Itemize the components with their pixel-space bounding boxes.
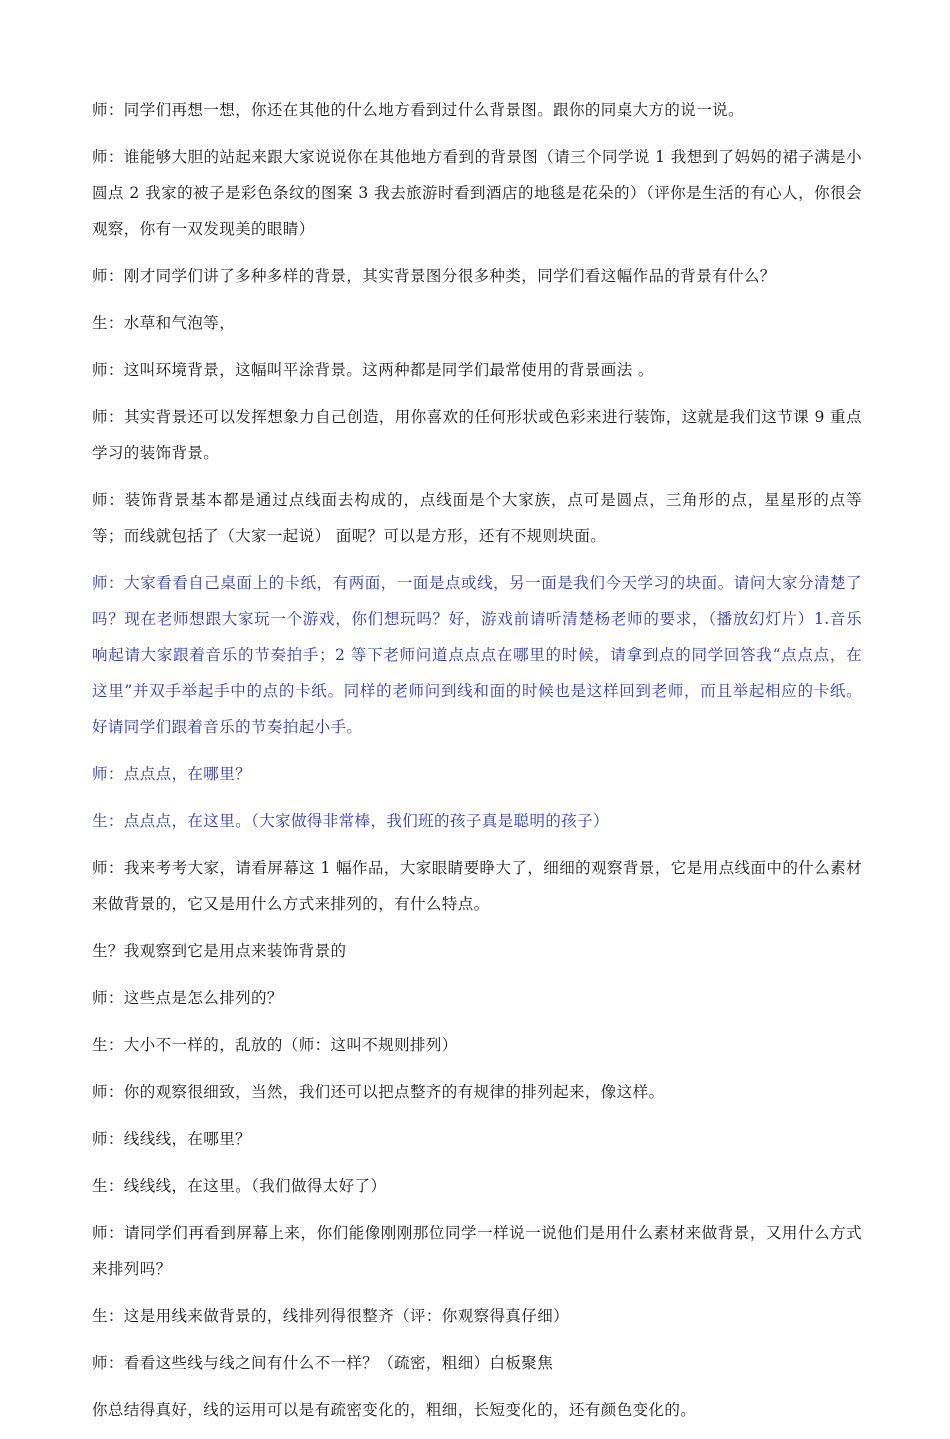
document-body: [92, 92, 862, 1439]
paragraph-9: 师：点点点，在哪里？: [92, 765, 252, 783]
paragraph-13: 师：这些点是怎么排列的？: [92, 989, 283, 1007]
paragraph-20: 师：看看这些线与线之间有什么不一样？（疏密，粗细）白板聚焦: [92, 1354, 554, 1372]
paragraph-1: 师：同学们再想一想，你还在其他的什么地方看到过什么背景图。跟你的同桌大方的说一说。: [92, 101, 744, 119]
paragraph-7: 师：装饰背景基本都是通过点线面去构成的，点线面是个大家族，点可是圆点，三角形的点，星星形的点等等；而线就包括了（大家一起说） 面呢？可以是方形，还有不规则块面。: [92, 491, 862, 545]
paragraph-10: 生：点点点，在这里。（大家做得非常棒，我们班的孩子真是聪明的孩子）: [92, 812, 609, 830]
paragraph-19: 生：这是用线来做背景的，线排列得很整齐（评：你观察得真仔细）: [92, 1307, 570, 1325]
paragraph-5: 师：这叫环境背景，这幅叫平涂背景。这两种都是同学们最常使用的背景画法 。: [92, 361, 654, 379]
paragraph-14: 生：大小不一样的，乱放的（师：这叫不规则排列）: [92, 1036, 458, 1054]
paragraph-16: 师：线线线，在哪里？: [92, 1130, 252, 1148]
paragraph-11: 师：我来考考大家，请看屏幕这 1 幅作品，大家眼睛要睁大了，细细的观察背景，它是用点线面中的什么素材来做背景的，它又是用什么方式来排列的，有什么特点。: [92, 859, 862, 913]
paragraph-8: 师：大家看看自己桌面上的卡纸，有两面，一面是点或线，另一面是我们今天学习的块面。请问大家分清楚了吗？现在老师想跟大家玩一个游戏，你们想玩吗？好，游戏前请听清楚杨老师的要求，（播放幻灯片）1.音乐响起请大家跟着音乐的节奏拍手；2 等下老师问道点点点在哪里的时候，请拿到点的同学回答我“点点点，在这里”并双手举起手中的点的卡纸。同样的老师问到线和面的时候也是这样回到老师，而且举起相应的卡纸。好请同学们跟着音乐的节奏拍起小手。: [92, 574, 862, 736]
paragraph-6: 师：其实背景还可以发挥想象力自己创造，用你喜欢的任何形状或色彩来进行装饰，这就是我们这节课 9 重点学习的装饰背景。: [92, 408, 862, 462]
paragraph-12: 生？我观察到它是用点来装饰背景的: [92, 942, 347, 960]
paragraph-4: 生：水草和气泡等，: [92, 314, 236, 332]
paragraph-3: 师：刚才同学们讲了多种多样的背景，其实背景图分很多种类，同学们看这幅作品的背景有什么？: [92, 267, 776, 285]
paragraph-21: 你总结得真好，线的运用可以是有疏密变化的，粗细，长短变化的，还有颜色变化的。: [92, 1401, 697, 1419]
paragraph-2: 师：谁能够大胆的站起来跟大家说说你在其他地方看到的背景图（请三个同学说 1 我想到了妈妈的裙子满是小圆点 2 我家的被子是彩色条纹的图案 3 我去旅游时看到酒店的地毯是花朵的）（评你是生活的有心人，你很会观察，你有一双发现美的眼睛）: [92, 148, 862, 238]
paragraph-18: 师：请同学们再看到屏幕上来，你们能像刚刚那位同学一样说一说他们是用什么素材来做背景，又用什么方式来排列吗？: [92, 1224, 862, 1278]
paragraph-17: 生：线线线，在这里。（我们做得太好了）: [92, 1177, 387, 1195]
paragraph-15: 师：你的观察很细致，当然，我们还可以把点整齐的有规律的排列起来，像这样。: [92, 1083, 665, 1101]
